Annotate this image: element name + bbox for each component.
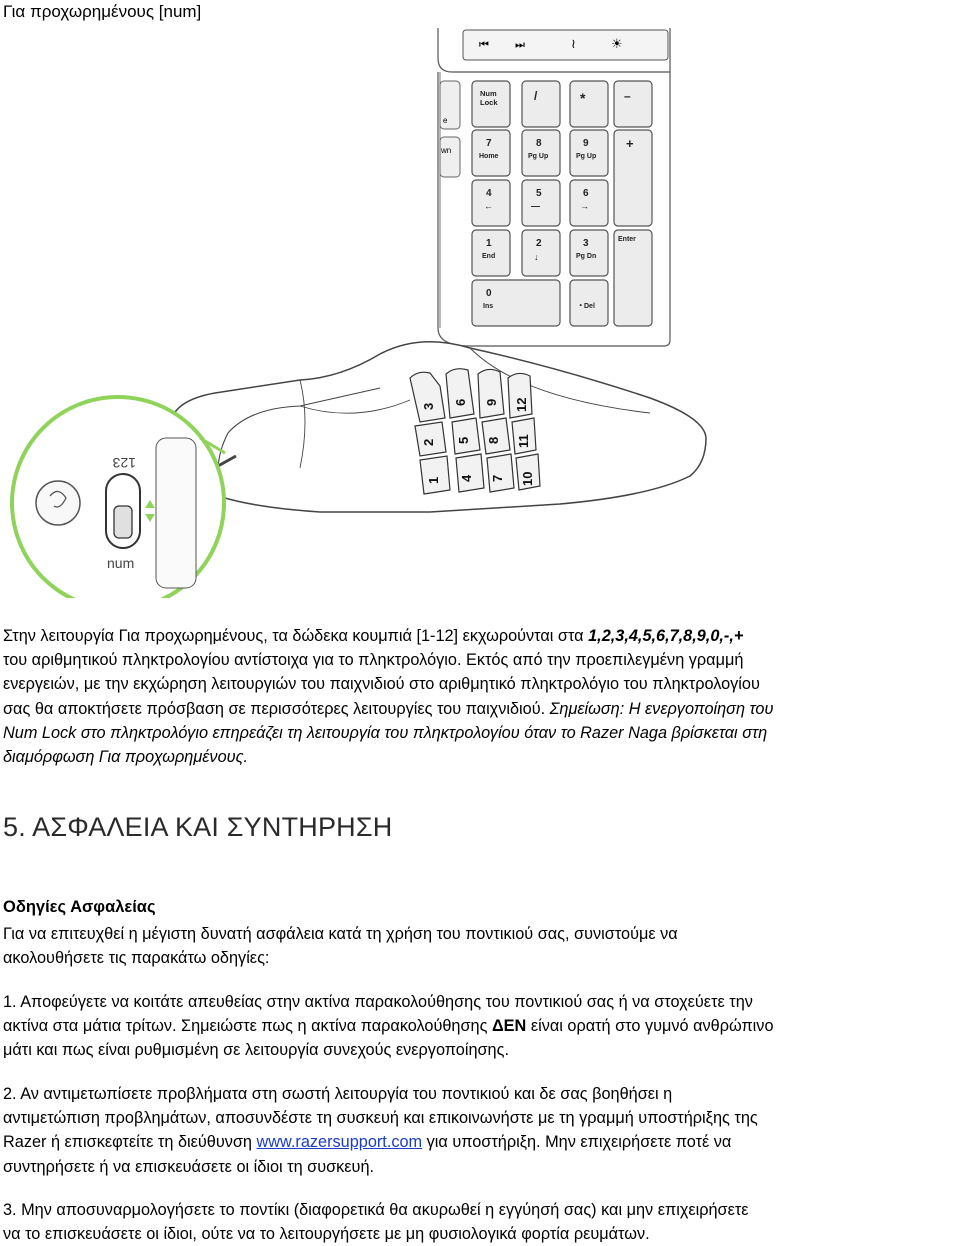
switch-callout <box>12 397 225 598</box>
media-key-prev: ⏮ <box>479 39 489 51</box>
mouse-button-10: 10 <box>520 471 535 486</box>
safety-intro: Για να επιτευχθεί η μέγιστη δυνατή ασφάλεια κατά τη χρήση του ποντικιού σας, συνιστούμε να ακολουθήσετε τις παρακάτω οδηγίες: <box>3 925 678 968</box>
svg-text:Lock: Lock <box>480 98 498 107</box>
mouse-button-1: 1 <box>426 476 441 484</box>
edge-key-2: wn <box>441 146 452 155</box>
svg-text:←: ← <box>484 201 493 211</box>
razer-support-link[interactable]: www.razersupport.com <box>256 1133 423 1152</box>
mouse-button-11: 11 <box>516 434 531 448</box>
svg-text:End: End <box>482 253 496 260</box>
mouse-button-9: 9 <box>484 398 499 406</box>
advanced-mode-paragraph: Στην λειτουργία Για προχωρημένους, τα δώδεκα κουμπιά [1-12] εκχωρούνται στα 1,2,3,4,5,6,7,8,9,0,-,+ του αριθμητικού πληκτρολογίου αντίστοιχα για το πληκτρολόγιο. Εκτός από την προεπιλεγμένη γραμμή ενεργειών, με την εκχώρηση λειτουργιών του παιχνιδιού στο αριθμητικό πληκτρολόγιο του πληκτρολογίου σας θα αποκτήσετε πρόσβαση σε περισσότερες λειτουργίες του παιχνιδιού. Σημείωση: Η ενεργοποίηση του Num Lock στο πληκτρολόγιο επηρεάζει τη λειτουργία του πληκτρολογίου όταν το Razer Naga βρίσκεται στη διαμόρφωση Για προχωρημένους. <box>3 627 774 767</box>
key-8: 8 <box>536 138 542 149</box>
svg-text:Pg Up: Pg Up <box>576 153 597 160</box>
key-6: 6 <box>583 188 589 199</box>
mouse-button-5: 5 <box>456 436 471 444</box>
mouse-button-7: 7 <box>490 474 505 482</box>
section-title: 5. ΑΣΦΑΛΕΙΑ ΚΑΙ ΣΥΝΤΗΡΗΣΗ <box>3 812 393 842</box>
key-multiply: * <box>580 90 586 106</box>
key-numlock: Num <box>480 89 497 98</box>
key-5: 5 <box>536 188 542 199</box>
key-1: 1 <box>486 238 492 249</box>
safety-instructions-title: Οδηγίες Ασφαλείας <box>3 898 156 916</box>
safety-item-3: 3. Μην αποσυναρμολογήσετε το ποντίκι (διαφορετικά θα ακυρωθεί η εγγύησή σας) και μην επιχειρήσετε να το επισκευάσετε οι ίδιοι, ούτε να το λειτουργήσετε με μη φυσιολογικά φορτία ρευμάτων. <box>3 1201 749 1244</box>
safety-item-2: 2. Αν αντιμετωπίσετε προβλήματα στη σωστή λειτουργία του ποντικιού και δε σας βοηθήσει η αντιμετώπιση προβλημάτων, αποσυνδέστε τη συσκευή και επικοινωνήστε με τη γραμμή υποστήριξης της Razer ή επισκεφτείτε τη διεύθυνση www.razersupport.com για υποστήριξη. Μην επιχειρήσετε ποτέ να συντηρήσετε ή να επισκευάσετε οι ίδιοι τη συσκευή. <box>3 1085 758 1176</box>
key-dot: . <box>579 295 583 309</box>
key-4: 4 <box>486 188 492 199</box>
safety-item-1: 1. Αποφεύγετε να κοιτάτε απευθείας στην ακτίνα παρακολούθησης του ποντικιού σας ή να στοχεύετε την ακτίνα στα μάτια τρίτων. Σημειώστε πως η ακτίνα παρακολούθησης ΔΕΝ είναι ορατή στο γυμνό ανθρώπινο μάτι και πως είναι ρυθμισμένη σε λειτουργία συνεχούς ενεργοποίησης. <box>3 993 774 1060</box>
media-key-next: ⏭ <box>515 39 525 51</box>
svg-text:↓: ↓ <box>534 252 539 262</box>
key-plus: + <box>626 136 634 151</box>
keypad-keys <box>472 81 652 326</box>
page-heading: Για προχωρημένους [num] <box>3 2 202 21</box>
switch-label-num: num <box>107 555 135 571</box>
key-enter: Enter <box>618 236 636 243</box>
svg-text:Pg Up: Pg Up <box>528 153 549 160</box>
brightness-key: ☀ <box>611 36 623 51</box>
key-9: 9 <box>583 138 589 149</box>
keyboard-mouse-illustration <box>0 28 960 598</box>
key-2: 2 <box>536 238 542 249</box>
edge-key-1: e <box>443 116 448 125</box>
svg-text:→: → <box>580 201 589 211</box>
svg-text:Ins: Ins <box>483 303 494 310</box>
key-3: 3 <box>583 238 589 249</box>
key-7: 7 <box>486 138 492 149</box>
svg-text:Home: Home <box>479 153 499 160</box>
mouse-button-12: 12 <box>514 397 529 412</box>
key-0: 0 <box>486 288 492 299</box>
switch-label-123: 123 <box>112 455 136 471</box>
svg-text:Del: Del <box>584 303 595 310</box>
razer-logo-icon <box>36 481 80 525</box>
mouse-button-3: 3 <box>421 402 436 410</box>
svg-text:Pg Dn: Pg Dn <box>576 253 597 260</box>
key-divide: / <box>534 89 538 103</box>
mouse-button-6: 6 <box>453 398 468 406</box>
key-minus: – <box>624 89 631 103</box>
razer-logo-key: ≀ <box>571 36 576 51</box>
mouse-button-4: 4 <box>459 474 474 482</box>
mouse-button-2: 2 <box>421 438 436 446</box>
svg-text:—: — <box>531 201 540 211</box>
edge-keys <box>440 81 460 177</box>
mouse-button-8: 8 <box>486 436 501 444</box>
